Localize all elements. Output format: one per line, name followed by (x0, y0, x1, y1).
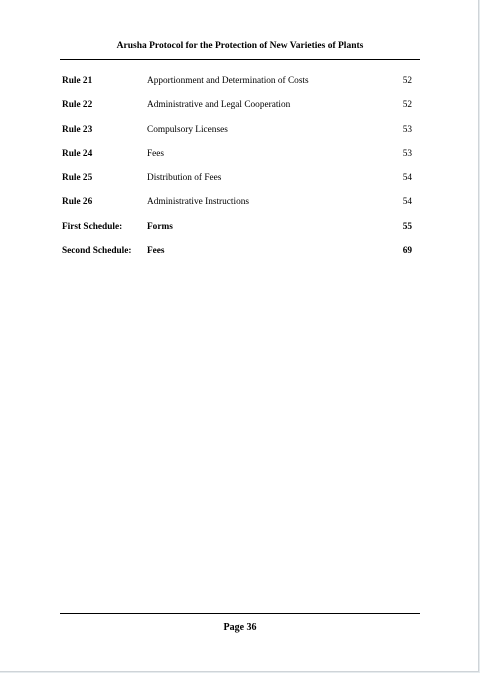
table-of-contents (62, 73, 412, 267)
toc-entry-title: Administrative and Legal Cooperation (147, 100, 291, 111)
header-rule (60, 59, 420, 60)
toc-row-second-schedule (62, 243, 412, 267)
toc-entry-title: Fees (147, 148, 165, 159)
toc-entry-page: 53 (402, 148, 412, 159)
running-header-title: Arusha Protocol for the Protection of New Varieties of Plants (116, 41, 364, 51)
toc-entry-page: 69 (402, 246, 412, 257)
toc-entry-page: 53 (402, 124, 412, 135)
toc-row-rule-24 (62, 146, 412, 170)
toc-entry-page: 54 (402, 197, 412, 208)
toc-entry-label: First Schedule: (62, 221, 123, 232)
toc-entry-label: Rule 26 (62, 197, 93, 208)
toc-entry-title: Administrative Instructions (147, 197, 249, 208)
toc-row-first-schedule (62, 219, 412, 243)
toc-entry-page: 54 (402, 173, 412, 184)
toc-entry-page: 55 (402, 221, 412, 232)
toc-entry-label: Rule 25 (62, 173, 93, 184)
toc-entry-title: Fees (147, 246, 165, 257)
toc-entry-label: Rule 21 (62, 76, 93, 86)
toc-row-rule-23 (62, 122, 412, 146)
toc-row-rule-22 (62, 97, 412, 121)
toc-entry-title: Distribution of Fees (147, 173, 222, 184)
toc-entry-title: Forms (147, 221, 173, 232)
toc-row-rule-21 (62, 73, 412, 97)
toc-row-rule-25 (62, 170, 412, 194)
toc-entry-page: 52 (402, 76, 412, 86)
page-number: Page 36 (223, 622, 257, 633)
toc-entry-label: Rule 24 (62, 148, 93, 159)
toc-entry-label: Rule 23 (62, 124, 93, 135)
toc-entry-title: Compulsory Licenses (147, 124, 228, 135)
footer-rule (60, 613, 420, 614)
toc-entry-label: Rule 22 (62, 100, 93, 111)
toc-entry-label: Second Schedule: (62, 246, 132, 257)
toc-row-rule-26 (62, 194, 412, 218)
toc-entry-title: Apportionment and Determination of Costs (147, 76, 309, 86)
toc-entry-page: 52 (402, 100, 412, 111)
